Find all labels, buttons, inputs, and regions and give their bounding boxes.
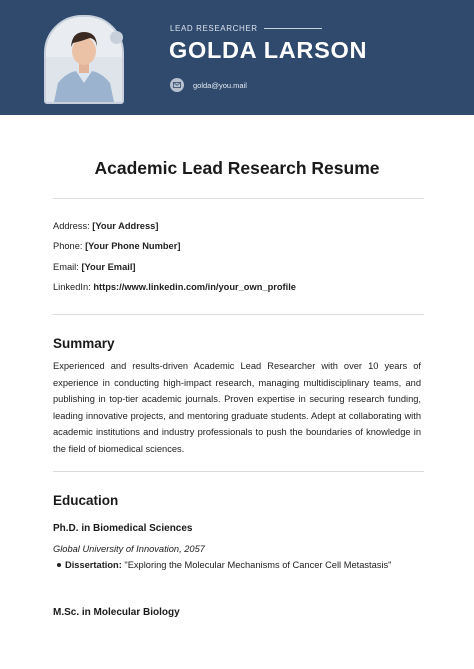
education-degree: M.Sc. in Molecular Biology	[53, 607, 180, 618]
profile-photo	[44, 15, 124, 104]
email-icon	[170, 78, 184, 92]
education-heading: Education	[53, 493, 119, 508]
summary-heading: Summary	[53, 336, 115, 351]
decorative-dot	[110, 31, 123, 44]
contact-phone	[53, 241, 180, 251]
bullet-text: "Exploring the Molecular Mechanisms of Cancer Cell Metastasis"	[121, 560, 392, 570]
role-label: LEAD RESEARCHER	[170, 24, 258, 33]
person-name: GOLDA LARSON	[169, 37, 368, 63]
summary-text: Experienced and results-driven Academic Lead Researcher with over 10 years of experience in conducting high-impact research, managing multidisciplinary teams, and publishing in top-tier academic journals. Proven expertise in securing research funding, leading innovative projects, and mentoring graduate students. Adept at collaborating with academic institutions and industry professionals to push the boundaries of knowledge in the field of biomedical sciences.	[53, 361, 421, 454]
header-email-row[interactable]	[170, 78, 247, 92]
education-institution: Global University of Innovation, 2057	[53, 544, 205, 554]
contact-linkedin	[53, 282, 296, 292]
bullet-label: Dissertation:	[65, 560, 122, 570]
bullet-icon	[57, 563, 61, 567]
contact-value: [Your Email]	[81, 262, 136, 272]
divider	[53, 314, 424, 315]
linkedin-link[interactable]: https://www.linkedin.com/in/your_own_profile	[93, 282, 296, 292]
divider	[53, 198, 424, 199]
header-banner	[0, 0, 474, 115]
contact-label: LinkedIn:	[53, 282, 91, 292]
contact-label: Email:	[53, 262, 79, 272]
role-row	[170, 24, 322, 33]
contact-label: Phone:	[53, 241, 83, 251]
contact-email	[53, 262, 136, 272]
contact-label: Address:	[53, 221, 90, 231]
contact-value: [Your Address]	[92, 221, 159, 231]
contact-address	[53, 221, 158, 231]
role-divider-line	[264, 28, 322, 30]
header-email[interactable]: golda@you.mail	[193, 80, 247, 90]
education-degree: Ph.D. in Biomedical Sciences	[53, 523, 193, 534]
divider	[53, 471, 424, 472]
education-bullet	[57, 560, 391, 570]
contact-value: [Your Phone Number]	[85, 241, 181, 251]
page-title: Academic Lead Research Resume	[94, 158, 380, 178]
